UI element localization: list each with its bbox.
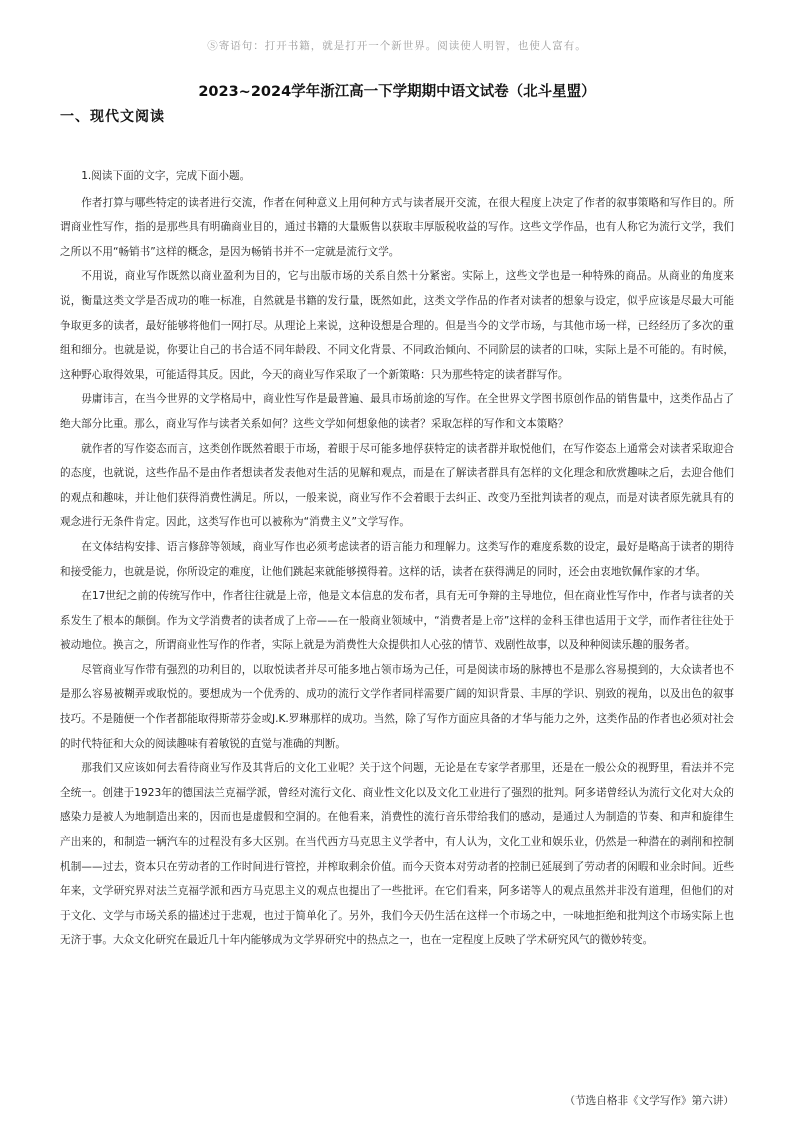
passage-paragraph: 尽管商业写作带有强烈的功利目的，以取悦读者并尽可能多地占领市场为己任，可是阅读市场的脉搏也不是那么容易摸到的，大众读者也不是那么容易被糊弄或取悦的。要想成为一个优秀的、成功的流行文学作者同样需要广阔的知识背景、丰厚的学识、别致的视角，以及出色的叙事技巧。不是随便一个作者都能取得斯蒂芬金或J.K.罗琳那样的成功。当然，除了写作方面应具备的才华与能力之外，这类作品的作者也必须对社会的时代特征和大众的阅读趣味有着敏锐的直觉与准确的判断。 <box>60 663 734 750</box>
page-motto: Ⓢ寄语句：打开书籍，就是打开一个新世界。阅读使人明智，也使人富有。 <box>207 40 587 52</box>
section-heading: 一、现代文阅读 <box>60 109 165 125</box>
source-citation: （节选自格非《文学写作》第六讲） <box>564 1095 734 1107</box>
passage-paragraph: 在文体结构安排、语言修辞等领域，商业写作也必须考虑读者的语言能力和理解力。这类写作的难度系数的设定，最好是略高于读者的期待和接受能力，也就是说，你所设定的难度，让他们跳起来就能够摸得着。这样的话，读者在获得满足的同时，还会由衷地钦佩作家的才华。 <box>60 540 734 578</box>
passage-paragraph: 毋庸讳言，在当今世界的文学格局中，商业性写作是最普遍、最具市场前途的写作。在全世界文学图书原创作品的销售量中，这类作品占了绝大部分比重。那么，商业写作与读者关系如何？这些文学如何想象他的读者？采取怎样的写作和文本策略？ <box>60 393 734 430</box>
passage-paragraph: 就作者的写作姿态而言，这类创作既然着眼于市场，着眼于尽可能多地俘获特定的读者群并取悦他们，在写作姿态上通常会对读者采取迎合的态度，也就说，这些作品不是由作者想读者发表他对生活的见解和观点，而是在了解读者群具有怎样的文化理念和欣赏趣味之后，去迎合他们的观点和趣味，并让他们获得消费性满足。所以，一般来说，商业写作不会着眼于去纠正、改变乃至批判读者的观点，而是对读者原先就具有的观念进行无条件肯定。因此，这类写作也可以被称为“消费主义”文学写作。 <box>60 442 734 529</box>
reading-passage <box>60 164 734 953</box>
passage-paragraph: 不用说，商业写作既然以商业盈利为目的，它与出版市场的关系自然十分紧密。实际上，这些文学也是一种特殊的商品。从商业的角度来说，衡量这类文学是否成功的唯一标准，自然就是书籍的发行量，既然如此，这类文学作品的作者对读者的想象与设定，似乎应该是尽最大可能争取更多的读者，最好能够将他们一网打尽。从理论上来说，这种设想是合理的。但是当今的文学市场，与其他市场一样，已经经历了多次的重组和细分。也就是说，你要让自己的书合适不同年龄段、不同文化背景、不同政治倾向、不同阶层的读者的口味，实际上是不可能的。有时候，这种野心取得效果，可能适得其反。因此，今天的商业写作采取了一个新策略：只为那些特定的读者群写作。 <box>60 270 734 381</box>
passage-paragraph: 作者打算与哪些特定的读者进行交流，作者在何种意义上用何种方式与读者展开交流，在很大程度上决定了作者的叙事策略和写作目的。所谓商业性写作，指的是那些具有明确商业目的，通过书籍的大量贩售以获取丰厚版税收益的写作。这些文学作品，也有人称它为流行文学，我们之所以不用“畅销书”这样的概念，是因为畅销书并不一定就是流行文学。 <box>60 196 734 258</box>
passage-paragraph: 那我们又应该如何去看待商业写作及其背后的文化工业呢？关于这个问题，无论是在专家学者那里，还是在一般公众的视野里，看法并不完全统一。创建于1923年的德国法兰克福学派，曾经对流行文化、商业性文化以及文化工业进行了强烈的批判。阿多诺曾经认为流行文化对大众的感染力是被人为地制造出来的，因而也是虚假和空洞的。在他看来，消费性的流行音乐带给我们的感动，是通过人为制造的节奏、和声和旋律生产出来的，和制造一辆汽车的过程没有多大区别。在当代西方马克思主义学者中，有人认为，文化工业和娱乐业，仍然是一种潜在的剥削和控制机制——过去，资本只在劳动者的工作时间进行管控，并榨取剩余价值。而今天资本对劳动者的控制已延展到了劳动者的闲暇和业余时间。近些年来，文学研究界对法兰克福学派和西方马克思主义的观点也提出了一些批评。在它们看来，阿多诺等人的观点虽然并非没有道理，但他们的对于文化、文学与市场关系的描述过于悲观，也过于简单化了。另外，我们今天仍生活在这样一个市场之中，一味地拒绝和批判这个市场实际上也无济于事。大众文化研究在最近几十年内能够成为文学界研究中的热点之一，也在一定程度上反映了学术研究风气的微妙转变。 <box>60 762 734 947</box>
exam-title: 2023~2024学年浙江高一下学期期中语文试卷（北斗星盟） <box>198 84 596 100</box>
question-prompt: 1.阅读下面的文字，完成下面小题。 <box>81 170 251 182</box>
passage-paragraph: 在17世纪之前的传统写作中，作者往往就是上帝，他是文本信息的发布者，具有无可争辩的主导地位，但在商业性写作中，作者与读者的关系发生了根本的颠倒。作为文学消费者的读者成了上帝——在一般商业领域中，“消费者是上帝”这样的金科玉律也适用于文学，而作者往往处于被动地位。换言之，所谓商业性写作的作者，实际上就是为消费性大众提供扣人心弦的情节、戏剧性故事，以及种种阅读乐趣的服务者。 <box>60 590 734 652</box>
